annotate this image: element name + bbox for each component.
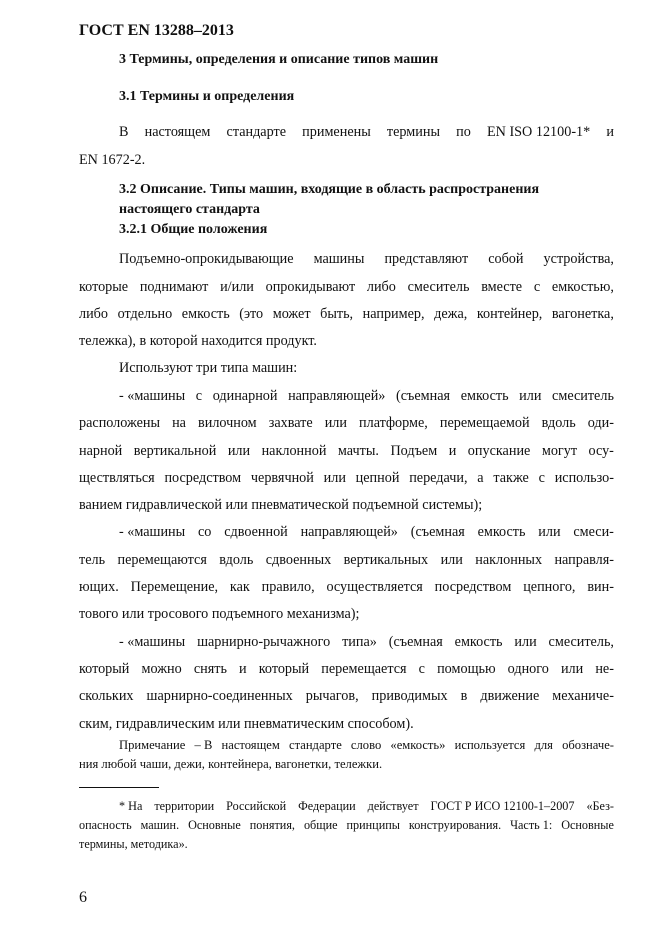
word: понятия, [249, 818, 295, 832]
word: не- [595, 661, 614, 677]
word: который [258, 661, 310, 677]
word: ГОСТ Р ИСО 12100-1–2007 [430, 799, 575, 813]
word: используется [454, 738, 526, 752]
word: оди- [587, 415, 614, 431]
paragraph1-line [79, 306, 614, 323]
word: и [448, 443, 457, 459]
paragraph1-line [79, 279, 614, 296]
word: скольких [79, 688, 134, 704]
word: снять [193, 661, 227, 677]
word: действует [367, 799, 419, 813]
word: стандарте [226, 124, 287, 140]
word: направля- [554, 552, 614, 568]
section-3-2-title-line-2: настоящего стандарта [119, 202, 260, 217]
word: и/или [220, 279, 254, 295]
word: Основные [188, 818, 241, 832]
word: и [239, 661, 247, 677]
word: шарнирно-соединенных [146, 688, 293, 704]
type-item-articulated-line [79, 688, 614, 705]
word: или [227, 443, 251, 459]
word: или [324, 415, 347, 431]
word: движение [480, 688, 540, 704]
type-item-single-guide-line [79, 443, 614, 460]
word: В [119, 124, 129, 140]
word: либо [366, 279, 396, 295]
word: мачты. [337, 443, 379, 459]
word: вагонетка, [551, 306, 614, 322]
word: перемещаемой [439, 415, 530, 431]
word: рычагов, [305, 688, 359, 704]
word: опускание [467, 443, 531, 459]
word: можно [141, 661, 182, 677]
word: вдоль [219, 552, 254, 568]
word: «Без- [586, 799, 614, 813]
word: контейнер, [476, 306, 543, 322]
word: направляющей» [288, 388, 386, 404]
word: – В [194, 738, 213, 752]
word: - «машины [119, 634, 186, 650]
word: собой [488, 251, 524, 267]
word: конструирования. [408, 818, 502, 832]
word: расположены [79, 415, 161, 431]
word: ществляться [79, 470, 155, 486]
word: (съемная [388, 634, 443, 650]
word: типа» [342, 634, 377, 650]
word: опрокидывают [265, 279, 356, 295]
word: по [456, 124, 471, 140]
word: направляющей» [300, 524, 398, 540]
word: Подъем [390, 443, 438, 459]
word: для [534, 738, 553, 752]
word: наклонной [261, 443, 327, 459]
types-intro: Используют три типа машин: [119, 360, 298, 376]
word: либо [79, 306, 108, 322]
word: смеситель [407, 279, 470, 295]
word: также [493, 470, 529, 486]
word: представляют [384, 251, 469, 267]
word: который [79, 661, 130, 677]
word: «емкость» [390, 738, 446, 752]
word: например, [362, 306, 425, 322]
word: опасность [79, 818, 132, 832]
word: с [538, 470, 545, 486]
word: перемещаются [117, 552, 207, 568]
word: с [533, 279, 541, 295]
word: вертикальной [133, 443, 217, 459]
word: червячной [250, 470, 314, 486]
word: платформе, [359, 415, 428, 431]
word: Российской [226, 799, 287, 813]
word: настоящем [144, 124, 211, 140]
word: сдвоенной [224, 524, 288, 540]
type-item-double-guide-line [79, 579, 614, 596]
word: принципы [346, 818, 400, 832]
word: емкость [454, 634, 503, 650]
word: EN ISO 12100-1* [486, 124, 591, 140]
word: помощью [437, 661, 496, 677]
word: цепного, [523, 579, 576, 595]
word: перемещается [321, 661, 407, 677]
word: емкость [460, 388, 509, 404]
word: с [195, 388, 203, 404]
word: или [323, 470, 346, 486]
word: вилочном [198, 415, 257, 431]
footnote-line-2 [79, 818, 614, 833]
word: Перемещение, [130, 579, 219, 595]
word: осу- [588, 443, 614, 459]
word: (съемная [396, 388, 451, 404]
terms-line-1 [119, 124, 614, 141]
word: шарнирно-рычажного [197, 634, 331, 650]
note-line-2: ния любой чаши, дежи, контейнера, вагонетки, тележки. [79, 757, 383, 771]
word: Примечание [119, 738, 186, 752]
word: которые [79, 279, 129, 295]
type-item-single-guide-last: ванием гидравлической или пневматической подъемной системы); [79, 497, 483, 513]
type-item-double-guide-line [79, 552, 614, 569]
word: дежа, [434, 306, 468, 322]
type-item-single-guide-line [79, 415, 614, 432]
word: может [272, 306, 311, 322]
section-3-title: 3 Термины, определения и описание типов машин [119, 52, 439, 67]
type-item-single-guide-line [119, 388, 614, 405]
word: применены [302, 124, 371, 140]
word: в [460, 688, 468, 704]
word: (это [239, 306, 264, 322]
word: термины [386, 124, 440, 140]
section-3-1-title: 3.1 Термины и определения [119, 89, 295, 104]
word: правило, [261, 579, 315, 595]
section-3-2-1-title: 3.2.1 Общие положения [119, 222, 268, 237]
word: нарной [79, 443, 123, 459]
word: обозначе- [562, 738, 614, 752]
word: устройства, [543, 251, 614, 267]
word: смеситель, [548, 634, 614, 650]
paragraph1-line-last: тележка), в которой находится продукт. [79, 333, 317, 349]
word: сдвоенных [265, 552, 332, 568]
word: наклонных [475, 552, 543, 568]
word: одного [507, 661, 549, 677]
section-3-2-title-line-1: 3.2 Описание. Типы машин, входящие в область распространения [119, 182, 540, 197]
type-item-single-guide-line [79, 470, 614, 487]
type-item-double-guide-line [119, 524, 614, 541]
word: использо- [554, 470, 614, 486]
word: ющих. [79, 579, 119, 595]
word: со [198, 524, 212, 540]
paragraph1-line [119, 251, 614, 268]
word: тель [79, 552, 106, 568]
word: стандарте [288, 738, 342, 752]
word: или [519, 388, 542, 404]
word: - «машины [119, 388, 186, 404]
footnote-line-1 [119, 799, 614, 814]
word: общие [303, 818, 338, 832]
document-code: ГОСТ EN 13288–2013 [79, 22, 234, 39]
word: или [514, 634, 537, 650]
page-number: 6 [79, 889, 87, 906]
word: вин- [587, 579, 614, 595]
word: смеси- [573, 524, 614, 540]
word: машины [313, 251, 365, 267]
word: или [560, 661, 584, 677]
terms-line-2: EN 1672-2. [79, 152, 146, 168]
word: передачи, [409, 470, 468, 486]
word: могут [541, 443, 578, 459]
word: или [440, 552, 463, 568]
word: емкостью, [551, 279, 614, 295]
word: территории [154, 799, 215, 813]
word: быть, [320, 306, 354, 322]
word: посредством [434, 579, 512, 595]
word: емкость [477, 524, 526, 540]
word: Подъемно-опрокидывающие [119, 251, 294, 267]
note-line-1 [119, 738, 614, 753]
type-item-articulated-last: ским, гидравлическим или пневматическим способом). [79, 716, 414, 732]
word: одинарной [212, 388, 278, 404]
word: приводимых [371, 688, 448, 704]
type-item-double-guide-last: тового или тросового подъемного механизма); [79, 606, 360, 622]
footnote-separator [79, 787, 159, 788]
word: цепной [355, 470, 400, 486]
word: Основные [561, 818, 614, 832]
word: осуществляется [326, 579, 423, 595]
word: настоящем [221, 738, 280, 752]
word: смеситель [552, 388, 614, 404]
word: вместе [481, 279, 523, 295]
word: слово [350, 738, 382, 752]
word: вдоль [541, 415, 576, 431]
word: и [606, 124, 614, 140]
word: или [538, 524, 561, 540]
word: а [477, 470, 484, 486]
footnote-line-3: термины, методика». [79, 837, 188, 851]
word: * На [119, 799, 143, 813]
word: захвате [268, 415, 313, 431]
word: посредством [164, 470, 242, 486]
word: машин. [140, 818, 180, 832]
word: Федерации [298, 799, 356, 813]
word: механиче- [552, 688, 614, 704]
word: как [229, 579, 250, 595]
word: емкость [181, 306, 230, 322]
type-item-articulated-line [79, 661, 614, 678]
word: (съемная [410, 524, 465, 540]
word: на [172, 415, 186, 431]
word: Часть 1: [510, 818, 553, 832]
word: вертикальных [343, 552, 429, 568]
word: с [418, 661, 425, 677]
word: - «машины [119, 524, 186, 540]
word: поднимают [139, 279, 209, 295]
type-item-articulated-line [119, 634, 614, 651]
word: отдельно [117, 306, 173, 322]
